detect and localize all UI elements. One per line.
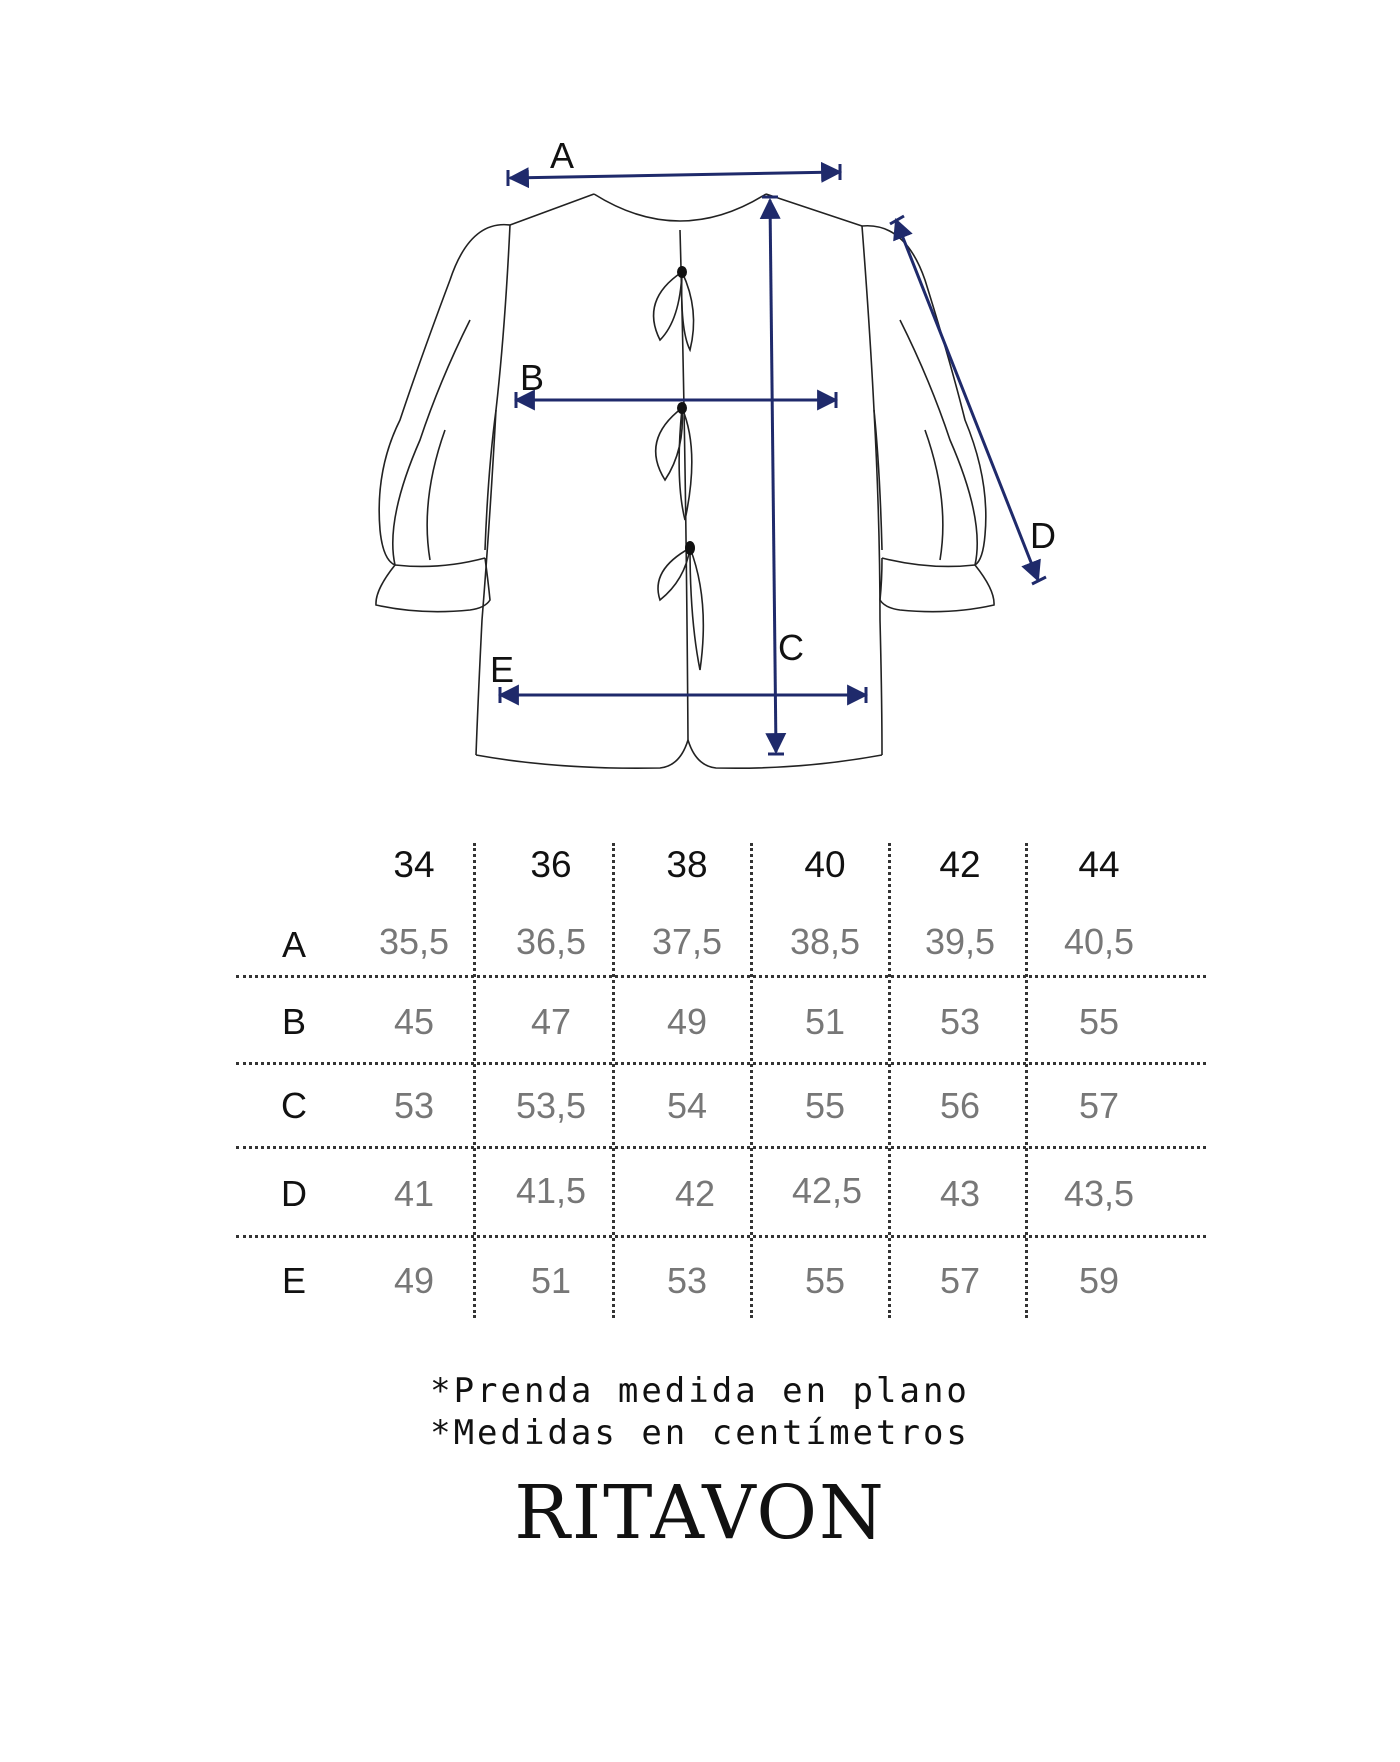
table-cell: 55 (804, 1085, 846, 1126)
size-header: 36 (530, 844, 572, 885)
table-cell: 35,5 (378, 921, 450, 962)
row-divider (236, 1146, 1206, 1149)
table-cell: 42 (674, 1173, 716, 1214)
size-header: 40 (804, 844, 846, 885)
note-units: *Medidas en centímetros (430, 1413, 970, 1453)
column-divider (612, 843, 615, 1318)
label-a: A (550, 135, 575, 176)
size-header: 38 (666, 844, 708, 885)
table-cell: 49 (666, 1001, 708, 1042)
table-cell: 38,5 (789, 921, 861, 962)
table-cell: 37,5 (651, 921, 723, 962)
table-cell: 47 (530, 1001, 572, 1042)
row-divider (236, 1062, 1206, 1065)
note-flat-measure: *Prenda medida en plano (430, 1371, 970, 1411)
column-divider (888, 843, 891, 1318)
row-label: D (281, 1173, 307, 1214)
table-cell: 53 (393, 1085, 435, 1126)
table-cell: 49 (393, 1260, 435, 1301)
table-cell: 43,5 (1063, 1173, 1135, 1214)
table-cell: 57 (939, 1260, 981, 1301)
row-label: A (281, 924, 306, 965)
table-cell: 40,5 (1063, 921, 1135, 962)
row-divider (236, 975, 1206, 978)
table-cell: 53 (666, 1260, 708, 1301)
table-cell: 55 (1078, 1001, 1120, 1042)
table-cell: 51 (804, 1001, 846, 1042)
row-divider (236, 1235, 1206, 1238)
table-cell: 39,5 (924, 921, 996, 962)
measure-line-d (896, 220, 1038, 580)
label-c: C (778, 627, 804, 668)
label-b: B (520, 357, 545, 398)
table-cell: 53 (939, 1001, 981, 1042)
table-cell: 53,5 (515, 1085, 587, 1126)
size-header: 44 (1078, 844, 1120, 885)
row-label: B (281, 1001, 306, 1042)
blouse-diagram (0, 0, 1400, 800)
column-divider (750, 843, 753, 1318)
row-label: E (281, 1260, 306, 1301)
brand-logo: RITAVON (514, 1470, 886, 1556)
measure-line-c (770, 200, 776, 752)
row-label: C (281, 1085, 307, 1126)
table-cell: 36,5 (515, 921, 587, 962)
table-cell: 57 (1078, 1085, 1120, 1126)
table-cell: 41,5 (515, 1170, 587, 1211)
size-header: 42 (939, 844, 981, 885)
table-cell: 56 (939, 1085, 981, 1126)
notes (0, 1370, 1400, 1454)
table-cell: 59 (1078, 1260, 1120, 1301)
column-divider (473, 843, 476, 1318)
column-divider (1025, 843, 1028, 1318)
label-e: E (490, 649, 515, 690)
table-cell: 51 (530, 1260, 572, 1301)
table-cell: 45 (393, 1001, 435, 1042)
table-cell: 41 (393, 1173, 435, 1214)
table-cell: 55 (804, 1260, 846, 1301)
table-cell: 43 (939, 1173, 981, 1214)
size-header: 34 (393, 844, 435, 885)
table-cell: 54 (666, 1085, 708, 1126)
blouse-icon (376, 194, 994, 768)
label-d: D (1030, 515, 1056, 556)
table-cell: 42,5 (791, 1170, 863, 1211)
